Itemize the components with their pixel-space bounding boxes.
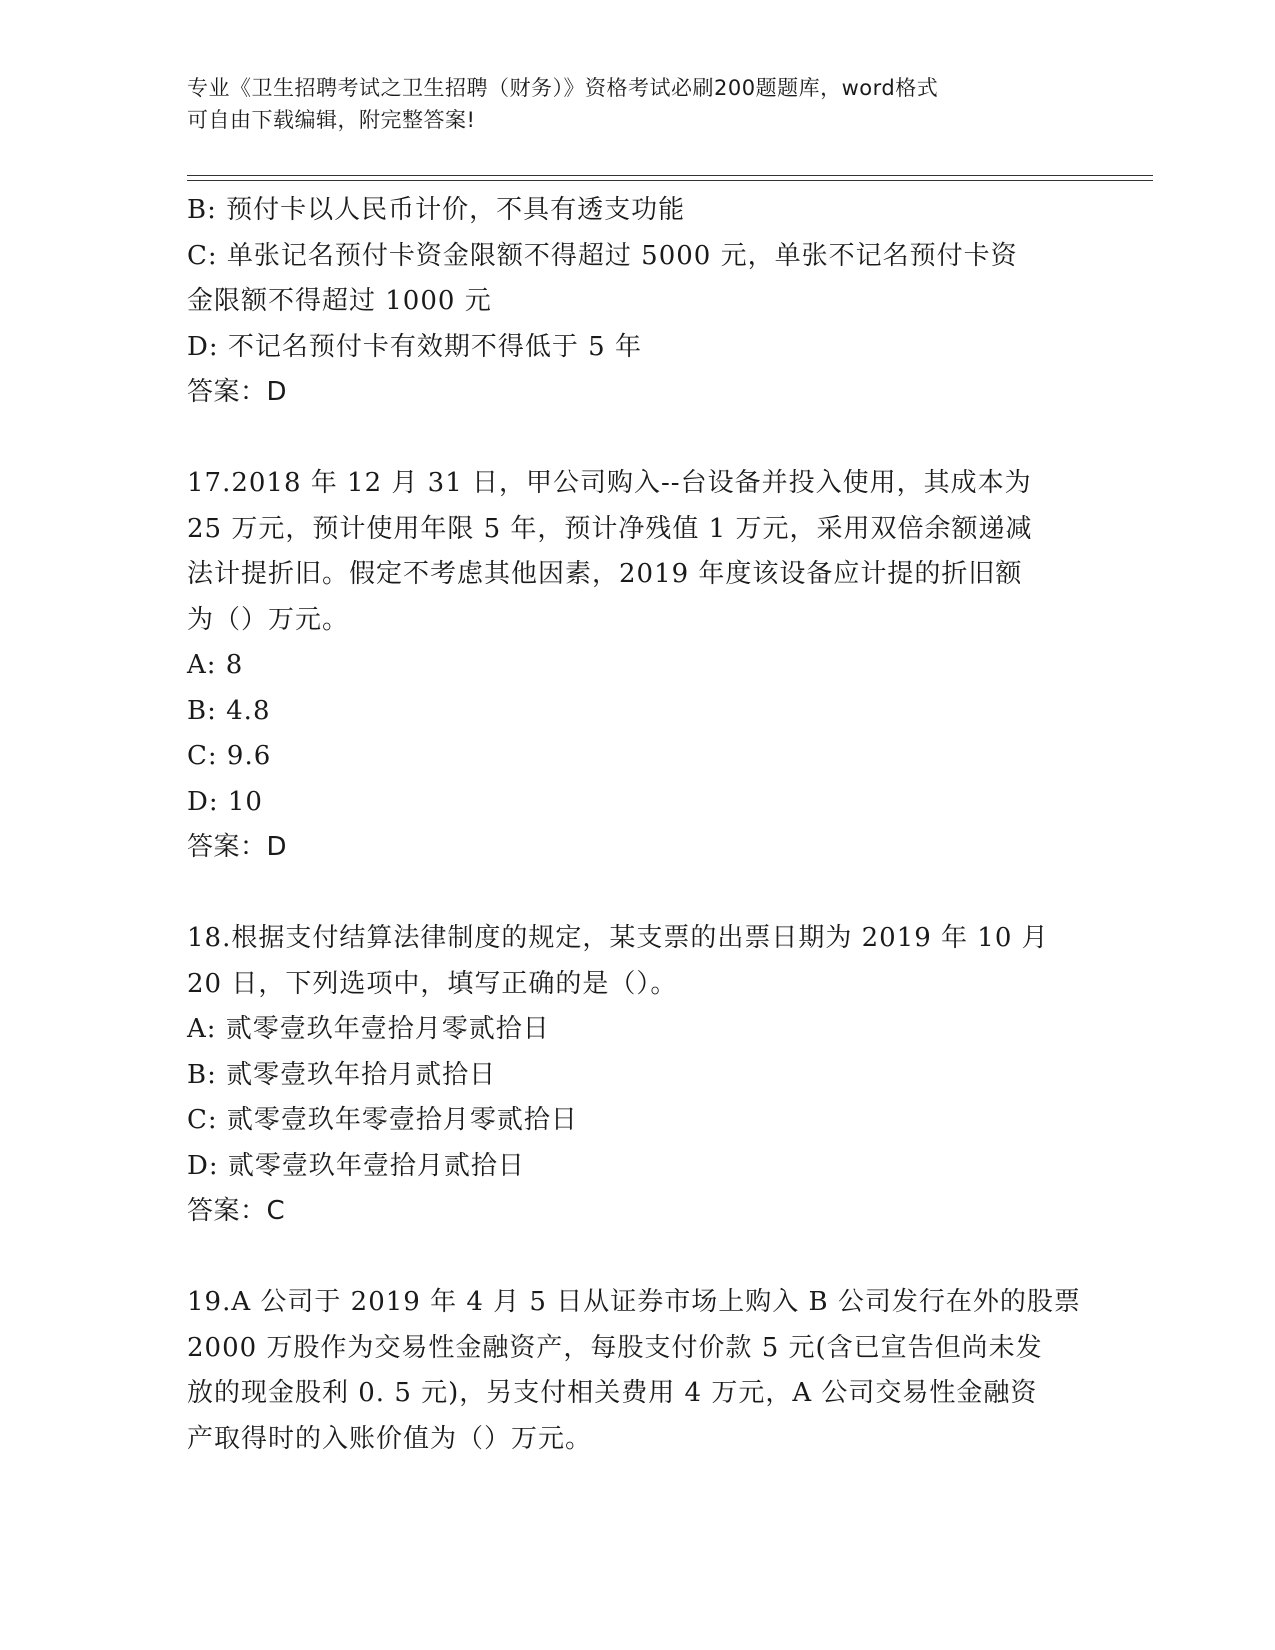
question-19 <box>187 1280 1087 1462</box>
header-divider-top <box>187 175 1153 176</box>
question-stem: 18.根据支付结算法律制度的规定，某支票的出票日期为 2019 年 10 月 <box>187 923 1049 953</box>
option-b: B: 4.8 <box>187 695 271 726</box>
question-stem: 19.A 公司于 2019 年 4 月 5 日从证券市场上购入 B 公司发行在外的股票 <box>187 1287 1081 1317</box>
question-stem: 17.2018 年 12 月 31 日，甲公司购入--台设备并投入使用，其成本为 <box>187 468 1032 498</box>
option-d: D: 不记名预付卡有效期不得低于 5 年 <box>187 331 642 362</box>
question-stem: 20 日，下列选项中，填写正确的是（）。 <box>187 968 678 999</box>
option-c: C: 贰零壹玖年零壹拾月零贰拾日 <box>187 1105 578 1135</box>
document-body <box>187 188 1087 1462</box>
option-a: A: 8 <box>187 650 244 680</box>
spacer <box>187 1235 1087 1281</box>
header-divider-bottom <box>187 180 1153 181</box>
question-18 <box>187 916 1087 1235</box>
option-d: D: 10 <box>187 786 263 817</box>
question-17 <box>187 461 1087 871</box>
answer-line: 答案：C <box>187 1196 286 1226</box>
question-stem: 法计提折旧。假定不考虑其他因素，2019 年度该设备应计提的折旧额 <box>187 559 1023 589</box>
question-stem: 放的现金股利 0. 5 元)，另支付相关费用 4 万元，A 公司交易性金融资 <box>187 1378 1038 1408</box>
header-title-line-1: 专业《卫生招聘考试之卫生招聘（财务）》资格考试必刷200题题库，word格式 <box>187 76 939 100</box>
document-header <box>187 72 1067 136</box>
question-stem: 为（）万元。 <box>187 604 350 635</box>
answer-line: 答案：D <box>187 377 288 407</box>
answer-line: 答案：D <box>187 832 288 862</box>
header-title-line-2: 可自由下载编辑，附完整答案! <box>187 108 476 132</box>
option-d: D: 贰零壹玖年壹拾月贰拾日 <box>187 1150 525 1181</box>
option-a: A: 贰零壹玖年壹拾月零贰拾日 <box>187 1014 550 1044</box>
question-stem: 产取得时的入账价值为（）万元。 <box>187 1423 593 1454</box>
question-stem: 2000 万股作为交易性金融资产，每股支付价款 5 元(含已宣告但尚未发 <box>187 1332 1043 1363</box>
option-c: C: 单张记名预付卡资金限额不得超过 5000 元，单张不记名预付卡资 <box>187 240 1018 271</box>
option-c-continued: 金限额不得超过 1000 元 <box>187 286 492 316</box>
option-c: C: 9.6 <box>187 741 272 771</box>
spacer <box>187 416 1087 462</box>
option-b: B: 贰零壹玖年拾月贰拾日 <box>187 1059 497 1090</box>
question-16-tail <box>187 188 1087 416</box>
question-stem: 25 万元，预计使用年限 5 年，预计净残值 1 万元，采用双倍余额递减 <box>187 513 1033 544</box>
spacer <box>187 871 1087 917</box>
option-b: B: 预付卡以人民币计价，不具有透支功能 <box>187 195 686 225</box>
